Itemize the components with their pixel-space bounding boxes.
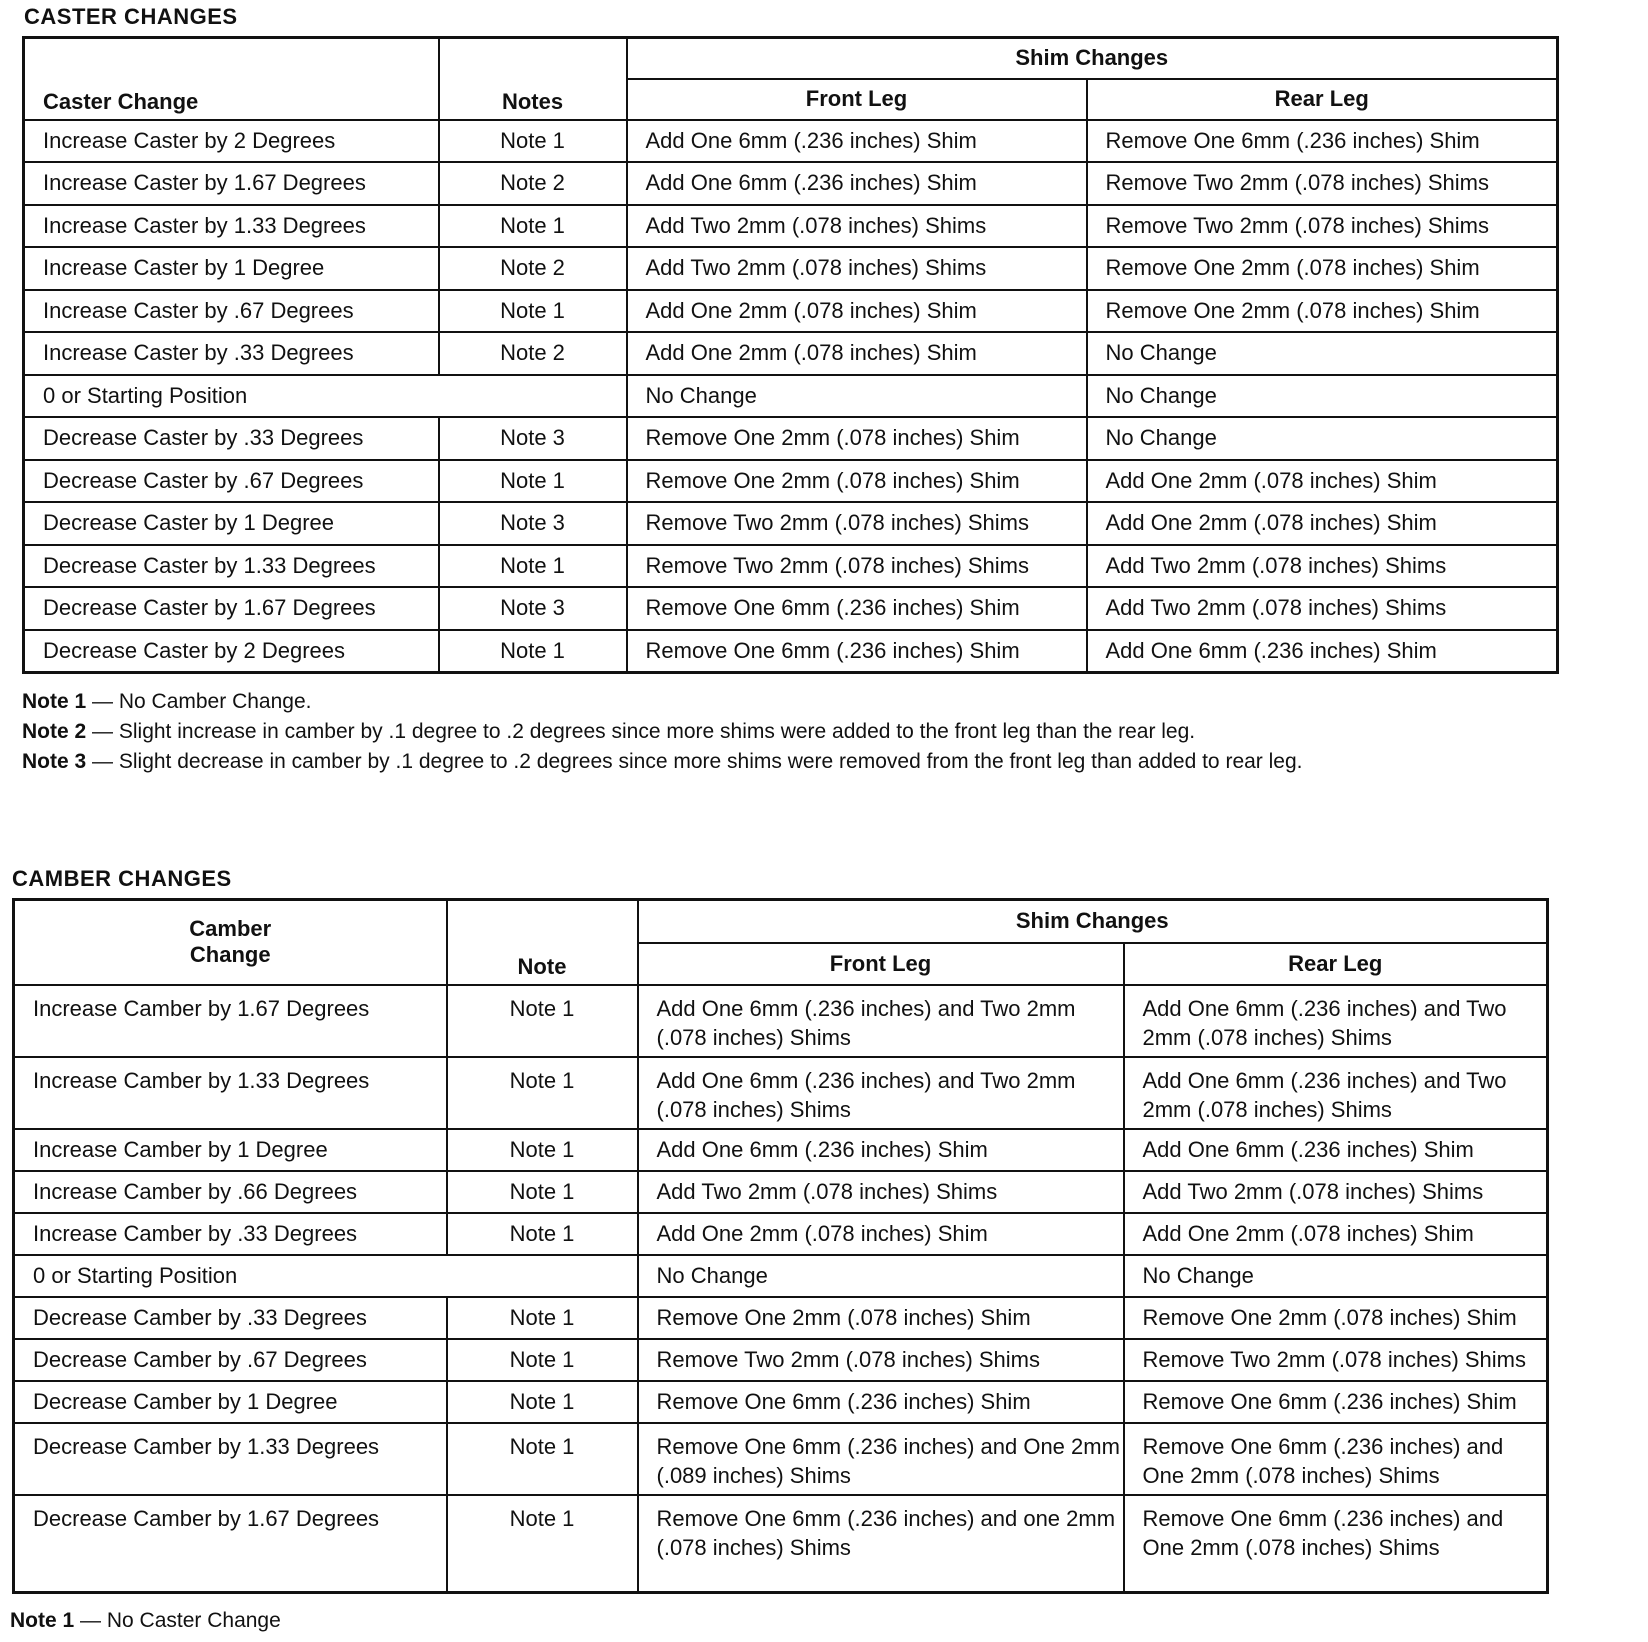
camber-change-header-line1: Camber	[189, 916, 272, 942]
note-cell: Note 1	[447, 1339, 638, 1381]
table-row	[24, 460, 1558, 503]
rear-leg-cell: Add Two 2mm (.078 inches) Shims	[1124, 1171, 1548, 1213]
table-row	[14, 1339, 1548, 1381]
change-cell: Increase Caster by .33 Degrees	[24, 332, 439, 375]
note-cell: Note 3	[439, 587, 627, 630]
table-row	[14, 1495, 1548, 1593]
change-cell: Decrease Caster by 1.33 Degrees	[24, 545, 439, 588]
change-cell: Decrease Caster by .33 Degrees	[24, 417, 439, 460]
front-leg-cell: Add One 2mm (.078 inches) Shim	[638, 1213, 1124, 1255]
change-cell: Increase Caster by .67 Degrees	[24, 290, 439, 333]
note-cell: Note 1	[447, 985, 638, 1057]
table-row	[14, 1213, 1548, 1255]
note-label: Note 3	[22, 750, 87, 773]
camber-change-header-line2: Change	[189, 942, 271, 968]
rear-leg-cell: Remove Two 2mm (.078 inches) Shims	[1087, 162, 1558, 205]
table-row	[24, 502, 1558, 545]
change-cell: Decrease Caster by 1.67 Degrees	[24, 587, 439, 630]
caster-notes	[22, 687, 1303, 777]
table-row	[14, 1129, 1548, 1171]
table-row	[24, 417, 1558, 460]
note-cell: Note 1	[447, 1213, 638, 1255]
caster-change-header: Caster Change	[24, 38, 439, 120]
table-row	[14, 1171, 1548, 1213]
front-leg-cell: Remove One 6mm (.236 inches) Shim	[638, 1381, 1124, 1423]
rear-leg-cell: Add One 2mm (.078 inches) Shim	[1087, 460, 1558, 503]
camber-note-header: Note	[447, 900, 638, 985]
camber-notes	[10, 1606, 281, 1636]
table-row	[24, 120, 1558, 163]
table-row	[24, 545, 1558, 588]
front-leg-cell: Remove One 6mm (.236 inches) Shim	[627, 587, 1087, 630]
caster-changes-table	[22, 36, 1559, 674]
note-cell: Note 2	[439, 247, 627, 290]
table-row	[14, 1423, 1548, 1495]
table-row	[24, 375, 1558, 418]
note-cell: Note 1	[447, 1171, 638, 1213]
note-text: No Caster Change	[106, 1609, 281, 1632]
camber-changes-table	[12, 898, 1549, 1594]
caster-front-leg-header: Front Leg	[627, 79, 1087, 120]
note-cell: Note 3	[439, 502, 627, 545]
front-leg-cell: Add Two 2mm (.078 inches) Shims	[627, 205, 1087, 248]
note-cell: Note 1	[447, 1057, 638, 1129]
table-row	[24, 247, 1558, 290]
caster-section-title: CASTER CHANGES	[24, 4, 238, 29]
camber-change-header	[14, 900, 447, 985]
front-leg-cell: Remove One 2mm (.078 inches) Shim	[638, 1297, 1124, 1339]
note-cell: Note 1	[447, 1297, 638, 1339]
front-leg-cell: Add One 2mm (.078 inches) Shim	[627, 290, 1087, 333]
rear-leg-cell: Remove Two 2mm (.078 inches) Shims	[1124, 1339, 1548, 1381]
rear-leg-cell: Remove One 6mm (.236 inches) and One 2mm (.078 inches) Shims	[1124, 1495, 1548, 1593]
rear-leg-cell: Add One 2mm (.078 inches) Shim	[1087, 502, 1558, 545]
front-leg-cell: Remove One 6mm (.236 inches) and one 2mm (.078 inches) Shims	[638, 1495, 1124, 1593]
camber-front-leg-header: Front Leg	[638, 943, 1124, 985]
camber-note-1: Note 1 — No Caster Change	[10, 1609, 281, 1632]
front-leg-cell: Add One 6mm (.236 inches) and Two 2mm (.078 inches) Shims	[638, 1057, 1124, 1129]
rear-leg-cell: No Change	[1087, 332, 1558, 375]
caster-shim-changes-header: Shim Changes	[627, 38, 1558, 79]
front-leg-cell: Remove Two 2mm (.078 inches) Shims	[638, 1339, 1124, 1381]
camber-shim-changes-header: Shim Changes	[638, 900, 1548, 943]
front-leg-cell: Add Two 2mm (.078 inches) Shims	[638, 1171, 1124, 1213]
caster-rear-leg-header: Rear Leg	[1087, 79, 1558, 120]
rear-leg-cell: Remove One 2mm (.078 inches) Shim	[1087, 247, 1558, 290]
change-cell: Increase Camber by .66 Degrees	[14, 1171, 447, 1213]
note-text: Slight decrease in camber by .1 degree to .2 degrees since more shims were removed from the front leg than added to rear leg.	[118, 750, 1303, 773]
front-leg-cell: Remove One 2mm (.078 inches) Shim	[627, 417, 1087, 460]
caster-note-3: Note 3 — Slight decrease in camber by .1 degree to .2 degrees since more shims were removed from the front leg than added to rear leg.	[22, 750, 1303, 773]
change-cell: 0 or Starting Position	[14, 1255, 638, 1297]
rear-leg-cell: Add One 6mm (.236 inches) Shim	[1087, 630, 1558, 673]
rear-leg-cell: Add Two 2mm (.078 inches) Shims	[1087, 587, 1558, 630]
front-leg-cell: No Change	[638, 1255, 1124, 1297]
camber-section-title: CAMBER CHANGES	[12, 866, 232, 891]
note-label: Note 2	[22, 720, 87, 743]
note-cell: Note 1	[439, 205, 627, 248]
front-leg-cell: Add One 6mm (.236 inches) Shim	[627, 162, 1087, 205]
note-cell: Note 1	[447, 1423, 638, 1495]
note-cell: Note 1	[439, 290, 627, 333]
note-cell: Note 1	[447, 1381, 638, 1423]
rear-leg-cell: Remove One 6mm (.236 inches) and One 2mm (.078 inches) Shims	[1124, 1423, 1548, 1495]
front-leg-cell: Remove One 6mm (.236 inches) and One 2mm (.089 inches) Shims	[638, 1423, 1124, 1495]
rear-leg-cell: Remove One 6mm (.236 inches) Shim	[1124, 1381, 1548, 1423]
change-cell: Increase Camber by .33 Degrees	[14, 1213, 447, 1255]
change-cell: Increase Caster by 1.67 Degrees	[24, 162, 439, 205]
change-cell: Decrease Camber by 1.33 Degrees	[14, 1423, 447, 1495]
change-cell: 0 or Starting Position	[24, 375, 627, 418]
front-leg-cell: Remove Two 2mm (.078 inches) Shims	[627, 502, 1087, 545]
rear-leg-cell: Add Two 2mm (.078 inches) Shims	[1087, 545, 1558, 588]
note-text: Slight increase in camber by .1 degree to .2 degrees since more shims were added to the front leg than the rear leg.	[118, 720, 1196, 743]
caster-note-2: Note 2 — Slight increase in camber by .1 degree to .2 degrees since more shims were added to the front leg than the rear leg.	[22, 720, 1196, 743]
rear-leg-cell: Add One 6mm (.236 inches) and Two 2mm (.078 inches) Shims	[1124, 1057, 1548, 1129]
table-row	[14, 1297, 1548, 1339]
change-cell: Decrease Camber by .33 Degrees	[14, 1297, 447, 1339]
rear-leg-cell: Add One 6mm (.236 inches) and Two 2mm (.078 inches) Shims	[1124, 985, 1548, 1057]
rear-leg-cell: Remove Two 2mm (.078 inches) Shims	[1087, 205, 1558, 248]
change-cell: Decrease Caster by .67 Degrees	[24, 460, 439, 503]
table-row	[14, 985, 1548, 1057]
front-leg-cell: Remove One 6mm (.236 inches) Shim	[627, 630, 1087, 673]
rear-leg-cell: Remove One 6mm (.236 inches) Shim	[1087, 120, 1558, 163]
note-label: Note 1	[10, 1609, 75, 1632]
rear-leg-cell: No Change	[1087, 375, 1558, 418]
change-cell: Increase Camber by 1 Degree	[14, 1129, 447, 1171]
table-row	[14, 1381, 1548, 1423]
caster-note-1: Note 1 — No Camber Change.	[22, 690, 312, 713]
note-cell: Note 2	[439, 332, 627, 375]
front-leg-cell: Remove Two 2mm (.078 inches) Shims	[627, 545, 1087, 588]
front-leg-cell: Add One 6mm (.236 inches) and Two 2mm (.078 inches) Shims	[638, 985, 1124, 1057]
table-row	[24, 332, 1558, 375]
table-row	[24, 630, 1558, 673]
note-cell: Note 1	[439, 545, 627, 588]
note-cell: Note 1	[439, 120, 627, 163]
change-cell: Increase Camber by 1.33 Degrees	[14, 1057, 447, 1129]
change-cell: Increase Caster by 1.33 Degrees	[24, 205, 439, 248]
change-cell: Decrease Camber by 1 Degree	[14, 1381, 447, 1423]
note-cell: Note 1	[439, 460, 627, 503]
front-leg-cell: Add One 6mm (.236 inches) Shim	[627, 120, 1087, 163]
note-label: Note 1	[22, 690, 87, 713]
change-cell: Increase Caster by 1 Degree	[24, 247, 439, 290]
rear-leg-cell: Remove One 2mm (.078 inches) Shim	[1124, 1297, 1548, 1339]
change-cell: Decrease Caster by 1 Degree	[24, 502, 439, 545]
table-row	[24, 205, 1558, 248]
note-text: No Camber Change.	[118, 690, 312, 713]
table-row	[14, 1057, 1548, 1129]
front-leg-cell: Add One 2mm (.078 inches) Shim	[627, 332, 1087, 375]
front-leg-cell: Add Two 2mm (.078 inches) Shims	[627, 247, 1087, 290]
rear-leg-cell: Remove One 2mm (.078 inches) Shim	[1087, 290, 1558, 333]
table-row	[24, 290, 1558, 333]
change-cell: Decrease Camber by 1.67 Degrees	[14, 1495, 447, 1593]
table-row	[24, 587, 1558, 630]
note-cell: Note 2	[439, 162, 627, 205]
note-cell: Note 1	[447, 1129, 638, 1171]
front-leg-cell: No Change	[627, 375, 1087, 418]
note-cell: Note 1	[447, 1495, 638, 1593]
rear-leg-cell: Add One 2mm (.078 inches) Shim	[1124, 1213, 1548, 1255]
rear-leg-cell: No Change	[1087, 417, 1558, 460]
change-cell: Increase Camber by 1.67 Degrees	[14, 985, 447, 1057]
rear-leg-cell: Add One 6mm (.236 inches) Shim	[1124, 1129, 1548, 1171]
camber-rear-leg-header: Rear Leg	[1124, 943, 1548, 985]
table-row	[14, 1255, 1548, 1297]
table-row	[24, 162, 1558, 205]
note-cell: Note 1	[439, 630, 627, 673]
rear-leg-cell: No Change	[1124, 1255, 1548, 1297]
note-cell: Note 3	[439, 417, 627, 460]
front-leg-cell: Remove One 2mm (.078 inches) Shim	[627, 460, 1087, 503]
caster-notes-header: Notes	[439, 38, 627, 120]
front-leg-cell: Add One 6mm (.236 inches) Shim	[638, 1129, 1124, 1171]
change-cell: Decrease Caster by 2 Degrees	[24, 630, 439, 673]
change-cell: Decrease Camber by .67 Degrees	[14, 1339, 447, 1381]
change-cell: Increase Caster by 2 Degrees	[24, 120, 439, 163]
